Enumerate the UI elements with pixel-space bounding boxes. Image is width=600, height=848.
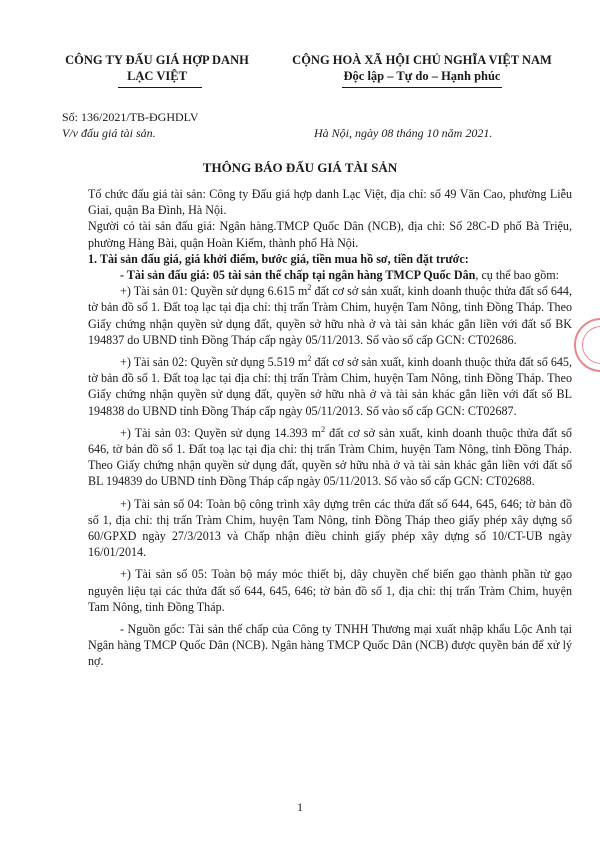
asset-02 <box>88 354 572 419</box>
assets-lead-bold: - Tài sản đấu giá: 05 tài sản thế chấp tại ngân hàng TMCP Quốc Dân <box>120 268 476 283</box>
asset-03-head: +) Tài sản 03: Quyền sử dụng 14.393 m <box>120 425 322 440</box>
asset-01-head: +) Tài sản 01: Quyền sử dụng 6.615 m <box>120 284 308 299</box>
superscript-2: 2 <box>321 424 326 434</box>
assets-lead-rest: , cụ thể bao gồm: <box>475 268 560 283</box>
superscript-2: 2 <box>307 283 312 293</box>
asset-01 <box>88 283 572 348</box>
organizer-paragraph: Tổ chức đấu giá tài sản: Công ty Đấu giá hợp danh Lạc Việt, địa chỉ: số 49 Văn Cao, phường Liễu Giai, quận Ba Đình, Hà Nội. <box>88 187 572 218</box>
page-title: THÔNG BÁO ĐẤU GIÁ TÀI SẢN <box>202 160 398 175</box>
nation-motto: Độc lập – Tự do – Hạnh phúc <box>343 69 501 83</box>
origin-paragraph: - Nguồn gốc: Tài sản thế chấp của Công ty TNHH Thương mại xuất nhập khẩu Lộc Anh tại Ngân hàng TMCP Quốc Dân (NCB). Ngân hàng TMCP Quốc Dân (NCB) được quyền bán để xử lý nợ. <box>88 622 572 669</box>
doc-subject: V/v đấu giá tài sản. <box>62 126 156 140</box>
document-body <box>88 186 572 670</box>
org-underline <box>118 87 202 88</box>
section1-heading: 1. Tài sản đấu giá, giá khởi điểm, bước giá, tiền mua hồ sơ, tiền đặt trước: <box>88 251 469 266</box>
page-number: 1 <box>297 800 303 814</box>
org-name-line2: LẠC VIỆT <box>127 69 187 83</box>
asset-03 <box>88 425 572 490</box>
doc-number: Số: 136/2021/TB-ĐGHDLV <box>62 110 199 124</box>
org-header <box>52 52 262 84</box>
asset-04: +) Tài sản số 04: Toàn bộ công trình xây dựng trên các thửa đất số 644, 645, 646; tờ bản đồ số 1, địa chỉ: thị trấn Tràm Chim, huyện Tam Nông, tỉnh Đồng Tháp theo giấy phép xây dựng số 60/GPXD ngày 27/3/2013 và Chấp nhận điều chỉnh giấy phép xây dựng số 10/CT-UB ngày 16/01/2014. <box>88 496 572 560</box>
owner-paragraph: Người có tài sản đấu giá: Ngân hàng.TMCP Quốc Dân (NCB), địa chỉ: Số 28C-D phố Bà Triệu, phường Hàng Bài, quận Hoàn Kiếm, thành phố Hà Nội. <box>88 219 572 250</box>
superscript-2: 2 <box>307 354 312 363</box>
org-name-line1: CÔNG TY ĐẤU GIÁ HỢP DANH <box>65 53 249 67</box>
asset-03-text: đất cơ sở sản xuất, kinh doanh thuộc thửa đất số 646, tờ bản đồ số 1. Đất toạ lạc tại địa chỉ: thị trấn Tràm Chim, huyện Tam Nông, tỉnh Đồng Tháp. Theo Giấy chứng nhận quyền sử dụng đất, quyền sở hữu nhà ở và tài sản khác gắn liền với đất số BL 194839 do UBND tỉnh Đồng Tháp cấp ngày 05/11/2013. Số vào sổ cấp GCN: CT02688. <box>88 425 572 489</box>
red-seal-stamp <box>574 318 600 372</box>
asset-02-head: +) Tài sản 02: Quyền sử dụng 5.519 m <box>120 355 308 370</box>
nation-name: CỘNG HOÀ XÃ HỘI CHỦ NGHĨA VIỆT NAM <box>292 53 552 67</box>
assets-lead <box>88 267 572 283</box>
nation-header <box>272 52 572 84</box>
asset-01-text: đất cơ sở sản xuất, kinh doanh thuộc thửa đất số 644, tờ bản đồ số 1. Đất toạ lạc tại địa chỉ: thị trấn Tràm Chim, huyện Tam Nông, tỉnh Đồng Tháp. Theo Giấy chứng nhận quyền sử dụng đất, quyền sở hữu nhà ở và tài sản khác gắn liền với đất số BK 194837 do UBND tỉnh Đồng Tháp cấp ngày 05/11/2013. Số vào sổ cấp GCN: CT02686. <box>88 284 572 347</box>
doc-date: Hà Nội, ngày 08 tháng 10 năm 2021. <box>314 126 493 140</box>
motto-underline <box>342 87 502 88</box>
asset-02-text: đất cơ sở sản xuất, kinh doanh thuộc thửa đất số 645, tờ bản đồ số 1. Đất toạ lạc tại địa chỉ: thị trấn Tràm Chim, huyện Tam Nông, tỉnh Đồng Tháp. Theo Giấy chứng nhận quyền sử dụng đất, quyền sở hữu nhà ở và tài sản khác gắn liền với đất số BL 194838 do UBND tỉnh Đồng Tháp cấp ngày 05/11/2013. Số vào sổ cấp GCN: CT02687. <box>88 355 572 418</box>
asset-05: +) Tài sản số 05: Toàn bộ máy móc thiết bị, dây chuyền chế biến gạo thành phần từ gạo nguyên liệu tại các thửa đất số 644, 645, 646; tờ bản đồ số 1, địa chỉ: thị trấn Tràm Chim, huyện Tam Nông, tỉnh Đồng Tháp. <box>88 567 572 614</box>
